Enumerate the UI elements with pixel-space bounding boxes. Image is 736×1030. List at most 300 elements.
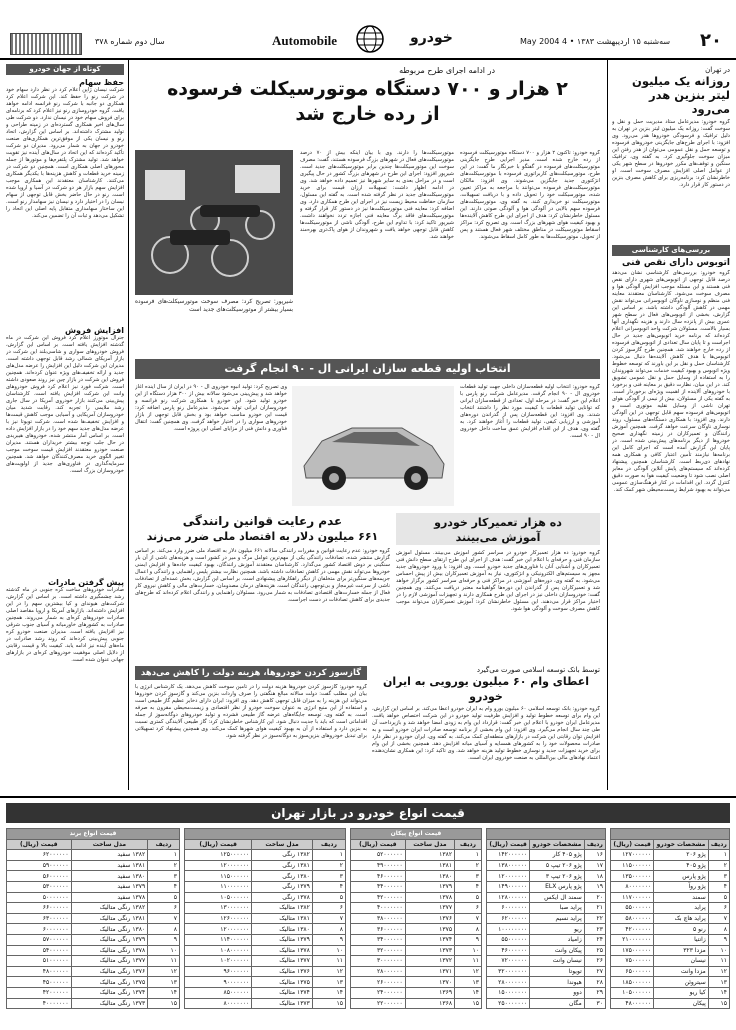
row-number: ۱۴ bbox=[455, 987, 482, 998]
row-label: ۱۳۸۲ سفید bbox=[71, 850, 148, 861]
row-price: ۴۰۰۰۰۰۰۰ bbox=[7, 998, 72, 1009]
left-item-3-title: پیش گرفتن مادرات bbox=[48, 578, 124, 587]
row-price: ۲۶۰۰۰۰۰۰ bbox=[351, 977, 406, 988]
row-price: ۵۱۰۰۰۰۰۰ bbox=[7, 956, 72, 967]
table-row bbox=[487, 934, 606, 945]
right-subhead: اتوبوس دارای نقص فنی bbox=[622, 258, 730, 268]
row-price: ۴۲۰۰۰۰۰۰ bbox=[611, 924, 654, 935]
row-price: ۵۲۰۰۰۰۰۰ bbox=[351, 850, 406, 861]
row-price: ۲۸۰۰۰۰۰۰۰ bbox=[487, 977, 530, 988]
row-label: تویوتا bbox=[530, 966, 585, 977]
table-row bbox=[611, 966, 730, 977]
table-row bbox=[487, 956, 606, 967]
table-row bbox=[611, 934, 730, 945]
main-headline-2: از رده خارج شد bbox=[295, 103, 440, 125]
story5-body: گروه خودرو: گازسوز کردن خودروها هزینه دولت را در تأمین سوخت کاهش می‌دهد. یک کارشناس انرژی با بیان این مطلب گفت: دولت سالانه مبالغ هنگفتی را صرف واردات بنزین می‌کند و گازسوز کردن خودروها می‌تواند این هزینه را به میزان قابل توجهی کاهش دهد. وی افزود: ایران دارای ذخایر عظیم گاز طبیعی است و استفاده از این منبع انرژی به عنوان سوخت خودرو از نظر اقتصادی و زیست‌محیطی مقرون به صرفه است. به گفته وی، توسعه جایگاه‌های عرضه گاز طبیعی فشرده و تولید خودروهای دوگانه‌سوز از جمله اقداماتی است که باید با جدیت دنبال شود. این کارشناس خاطرنشان کرد: گاز طبیعی آلایندگی کمتری نسبت به بنزین دارد و استفاده از آن به بهبود کیفیت هوای شهرها کمک می‌کند. وی همچنین پیشنهاد کرد تسهیلاتی برای تبدیل خودروهای بنزین‌سوز به دوگانه‌سوز در نظر گرفته شود. bbox=[135, 684, 367, 739]
row-label: ۱۳۷۹ متالیک bbox=[252, 934, 313, 945]
row-number: ۵ bbox=[455, 892, 482, 903]
table-row bbox=[185, 871, 346, 882]
table-row bbox=[351, 987, 482, 998]
row-price: ۵۸۰۰۰۰۰۰ bbox=[611, 913, 654, 924]
row-price: ۱۲۰۰۰۰۰۰۰ bbox=[487, 871, 530, 882]
row-label: ۱۳۸۲ رنگی bbox=[252, 850, 313, 861]
row-price: ۳۰۰۰۰۰۰۰ bbox=[351, 956, 406, 967]
table-row bbox=[7, 860, 180, 871]
row-number: ۲۰ bbox=[584, 892, 605, 903]
column-rule bbox=[128, 60, 129, 790]
row-number: ۶ bbox=[708, 903, 729, 914]
header-row: ردیف bbox=[455, 839, 482, 850]
table-row bbox=[351, 945, 482, 956]
row-price: ۴۶۰۰۰۰۰۰ bbox=[351, 871, 406, 882]
photo-caption-box bbox=[135, 298, 293, 350]
price-table-col1 bbox=[610, 828, 730, 1009]
globe-icon bbox=[355, 24, 385, 54]
table-row bbox=[185, 998, 346, 1009]
row-label: مزدا وانت bbox=[654, 966, 709, 977]
row-label: ۱۳۸۱ رنگی bbox=[252, 860, 313, 871]
row-label: ۱۳۷۹ رنگی bbox=[252, 881, 313, 892]
table-row bbox=[611, 913, 730, 924]
row-label: ۱۳۷۳ متالیک bbox=[252, 998, 313, 1009]
table-row bbox=[351, 903, 482, 914]
row-label: ۱۳۷۹ رنگی متالیک bbox=[71, 934, 148, 945]
table-row bbox=[611, 850, 730, 861]
row-number: ۱۳ bbox=[708, 977, 729, 988]
row-number: ۱۲ bbox=[148, 966, 180, 977]
row-number: ۳۰ bbox=[584, 998, 605, 1009]
row-price: ۱۴۲۰۰۰۰۰۰ bbox=[487, 850, 530, 861]
row-price: ۵۴۰۰۰۰۰۰ bbox=[7, 945, 72, 956]
row-price: ۶۵۰۰۰۰۰۰ bbox=[611, 966, 654, 977]
row-number: ۷ bbox=[148, 913, 180, 924]
row-label: ۱۳۸۰ رنگی bbox=[252, 871, 313, 882]
story2-body-2: وی تصریح کرد: تولید انبوه خودروی ال - ۹۰ در ایران از سال آینده آغاز خواهد شد و پیش‌بینی می‌شود سالانه بیش از ۳۰۰ هزار دستگاه از این خودرو تولید شود. این خودرو با همکاری شرکت رنو فرانسه و خودروسازان ایرانی تولید می‌شود. مدیرعامل رنو پارس اضافه کرد: قیمت این خودرو مناسب خواهد بود و بخش قابل توجهی از بازار خودروهای سواری را در اختیار خواهد گرفت. وی همچنین گفت: انتقال فناوری و دانش فنی از مزایای اصلی این پروژه است. bbox=[135, 384, 287, 432]
row-label: رنو ۵ bbox=[654, 924, 709, 935]
row-number: ۱۷ bbox=[584, 860, 605, 871]
row-price: ۱۴۹۰۰۰۰۰۰ bbox=[487, 881, 530, 892]
table-row bbox=[7, 892, 180, 903]
price-table-col5 bbox=[6, 828, 180, 1009]
row-number: ۲۵ bbox=[584, 945, 605, 956]
row-label: ۱۳۷۵ bbox=[405, 924, 454, 935]
issue-line: سال دوم شماره ۳۷۸ bbox=[95, 37, 165, 46]
row-label: ۱۳۷۴ bbox=[405, 934, 454, 945]
row-label: سیتروئن bbox=[654, 977, 709, 988]
table-row bbox=[185, 977, 346, 988]
header-spec: مدل ساخت bbox=[405, 839, 454, 850]
row-label: ۱۳۷۹ bbox=[405, 881, 454, 892]
story6-headline: اعطای وام ۶۰ میلیون یورویی به ایران خودرو bbox=[382, 675, 590, 703]
row-price: ۱۱۵۰۰۰۰۰۰ bbox=[185, 871, 252, 882]
story4 bbox=[396, 513, 600, 545]
header-row: ردیف bbox=[584, 839, 605, 850]
row-number: ۱۰ bbox=[455, 945, 482, 956]
row-label: ۱۳۶۸ bbox=[405, 998, 454, 1009]
row-price: ۹۶۰۰۰۰۰۰ bbox=[185, 966, 252, 977]
left-item-2-title: افزایش فروش bbox=[64, 326, 124, 335]
row-label: ۱۳۷۴ رنگی متالیک bbox=[71, 987, 148, 998]
row-number: ۹ bbox=[708, 934, 729, 945]
row-number: ۱۰ bbox=[148, 945, 180, 956]
row-price: ۱۰۵۰۰۰۰۰۰ bbox=[611, 987, 654, 998]
row-label: پژو ۲۰۶ تیپ ۳ bbox=[530, 871, 585, 882]
table-row bbox=[351, 934, 482, 945]
price-table-col2 bbox=[486, 828, 606, 1009]
row-label: ۱۳۷۸ سفید bbox=[71, 892, 148, 903]
row-price: ۶۶۰۰۰۰۰۰ bbox=[7, 903, 72, 914]
right-body-2: گروه خودرو: بررسی‌های کارشناسی نشان می‌دهد درصد قابل توجهی از اتوبوس‌های شهری دارای نقص فنی هستند و این مسئله موجب افزایش آلودگی هوا و مصرف سوخت می‌شود. کارشناسان معتقدند معاینه فنی منظم و نوسازی ناوگان اتوبوسرانی می‌تواند نقش مهمی در کاهش آلودگی داشته باشد. بر اساس این گزارش، بخشی از اتوبوس‌های فعال در سطح شهر عمری بیش از پانزده سال دارند و هزینه نگهداری آنها بسیار بالاست. مسئولان شرکت واحد اتوبوسرانی اعلام کرده‌اند که برنامه خرید اتوبوس‌های جدید در حال اجراست و تا پایان سال تعدادی از اتوبوس‌های فرسوده از رده خارج خواهند شد. همچنین طرح گازسوز کردن اتوبوس‌ها با هدف کاهش آلاینده‌ها دنبال می‌شود. کارشناسان حمل و نقل بر این باورند که توسعه خطوط ویژه اتوبوس و بهبود کیفیت خدمات می‌تواند شهروندان را به استفاده از وسایل حمل و نقل عمومی تشویق کند. در این میان، نظارت دقیق بر معاینه فنی و برخورد با خودروهای آلاینده از اهمیت ویژه‌ای برخوردار است. به گفته یکی از مسئولان، بیش از نیمی از آلودگی هوای تهران ناشی از وسایل نقلیه موتوری است و اتوبوس‌های فرسوده سهم قابل توجهی در این آلودگی دارند. وی افزود: با همکاری دستگاه‌های مسئول، روند نوسازی ناوگان سرعت خواهد گرفت. همچنین آموزش رانندگان و تعمیرکاران در زمینه نگهداری صحیح خودروها از دیگر برنامه‌های پیش‌بینی شده است. در پایان این گزارش آمده است که اجرای کامل این برنامه‌ها نیازمند تأمین اعتبار کافی و همکاری همه نهادهای ذی‌ربط است. کارشناسان همچنین پیشنهاد کرده‌اند که سیستم‌های پایش آنلاین آلودگی در معابر اصلی نصب شود تا وضعیت کیفیت هوا به صورت دقیق کنترل گردد. این اقدامات در کنار فرهنگ‌سازی عمومی می‌تواند به بهبود شرایط زیست‌محیطی شهر کمک کند. bbox=[612, 270, 730, 493]
row-label: پژو ۲۰۶ bbox=[654, 850, 709, 861]
story4-headline-2: آموزش می‌بینند bbox=[455, 531, 541, 544]
story3 bbox=[135, 513, 390, 663]
row-label: ۱۳۷۸ رنگی bbox=[252, 892, 313, 903]
row-number: ۱ bbox=[455, 850, 482, 861]
left-item-1-body: شرکت نیسان ژاپن اعلام کرد در نظر دارد سهام خود در شرکت رنو را حفظ کند. این شرکت اعلام کرد همکاری دو جانبه با شرکت رنو فرانسه ادامه خواهد یافت. گروه خودروسازی رنو نیز اعلام کرد که برنامه‌ای برای فروش سهام خود در نیسان ندارد. دو شرکت طی سال‌های اخیر همکاری گسترده‌ای در زمینه طراحی و تولید مشترک داشته‌اند. بر اساس این گزارش، اتحاد رنو و نیسان یکی از موفق‌ترین همکاری‌های صنعت خودرو در جهان به شمار می‌رود. مدیران دو شرکت تأکید کرده‌اند که این اتحاد در سال‌های آینده نیز تقویت خواهد شد. تولید مشترک پلتفرم‌ها و موتورها از جمله محورهای اصلی همکاری است. همچنین دو شرکت در زمینه خرید قطعات و کاهش هزینه‌ها با یکدیگر همکاری می‌کنند. کارشناسان معتقدند این همکاری موجب افزایش سهم بازار هر دو شرکت در آسیا و اروپا شده است. رنو در حال حاضر بخش قابل توجهی از سهام نیسان را در اختیار دارد و نیسان نیز سهامدار رنو است. این ساختار سهامداری متقابل پایه اصلی این اتحاد را تشکیل می‌دهد و ثبات آن را تضمین می‌کند. bbox=[6, 87, 124, 219]
price-table-title: قیمت انواع خودرو در بازار تهران bbox=[6, 803, 730, 823]
story3-body: گروه خودرو: عدم رعایت قوانین و مقررات رانندگی سالانه ۶۶۱ میلیون دلار به اقتصاد ملی ضرر وارد می‌کند. بر اساس گزارش منتشر شده، تصادفات رانندگی یکی از مهم‌ترین عوامل مرگ و میر در کشور است و هزینه‌های ناشی از آن بار سنگینی بر دوش اقتصاد کشور می‌گذارد. کارشناسان معتقدند آموزش رانندگان، بهبود کیفیت جاده‌ها و افزایش ایمنی خودروها می‌تواند نقش مهمی در کاهش تصادفات داشته باشد. همچنین نظارت بیشتر پلیس راهنمایی و رانندگی و اعمال جریمه‌های سنگین‌تر برای متخلفان از دیگر راهکارهای پیشنهادی است. بر اساس این گزارش، بخش عمده‌ای از تصادفات ناشی از سرعت غیرمجاز و بی‌توجهی رانندگان است. هزینه‌های درمان مصدومان، خسارت‌های مالی و کاهش نیروی کار فعال از جمله خسارت‌های اقتصادی تصادفات به شمار می‌رود. مسئولان راهنمایی و رانندگی اعلام کرده‌اند که طرح‌های جدیدی برای کاهش تصادفات در دست اجراست. bbox=[135, 548, 390, 603]
row-number: ۱ bbox=[312, 850, 345, 861]
row-price: ۱۲۷۰۰۰۰۰۰ bbox=[611, 850, 654, 861]
row-price: ۱۰۵۰۰۰۰۰۰ bbox=[185, 892, 252, 903]
row-price: ۲۲۰۰۰۰۰۰ bbox=[351, 998, 406, 1009]
row-label: ۱۳۷۶ bbox=[405, 913, 454, 924]
story3-headline-1: عدم رعایت قوانین رانندگی bbox=[182, 514, 343, 528]
row-price: ۳۸۰۰۰۰۰۰ bbox=[351, 913, 406, 924]
header-price: قیمت (ریال) bbox=[611, 839, 654, 850]
row-label: ۱۳۸۱ سفید bbox=[71, 860, 148, 871]
newspaper-logo bbox=[10, 33, 82, 55]
right-column-2 bbox=[612, 258, 730, 795]
header-row: ردیف bbox=[148, 839, 180, 850]
row-number: ۱ bbox=[148, 850, 180, 861]
row-number: ۹ bbox=[148, 934, 180, 945]
row-price: ۶۰۰۰۰۰۰۰ bbox=[487, 903, 530, 914]
right-body: گروه خودرو: مدیرعامل ستاد مدیریت حمل و نقل و سوخت گفت: روزانه یک میلیون لیتر بنزین در تهران به دلیل ترافیک و فرسودگی خودروها هدر می‌رود. وی افزود: با اجرای طرح‌های جایگزینی خودروهای فرسوده و توسعه حمل و نقل عمومی می‌توان از هدر رفتن این میزان سوخت جلوگیری کرد. به گفته وی، ترافیک سنگین و توقف‌های مکرر خودروها در سطح شهر یکی از عوامل اصلی افزایش مصرف سوخت است. او خاطرنشان کرد: برنامه‌ریزی برای کاهش مصرف بنزین در دستور کار قرار دارد. bbox=[612, 119, 730, 188]
row-label: ۱۳۸۲ bbox=[405, 850, 454, 861]
table-row bbox=[487, 850, 606, 861]
row-price: ۴۹۰۰۰۰۰۰ bbox=[351, 860, 406, 871]
row-label: سمند bbox=[654, 892, 709, 903]
row-number: ۱۱ bbox=[708, 956, 729, 967]
story2-body-1: گروه خودرو: انتخاب اولیه قطعه‌سازان داخلی جهت تولید قطعات خودروی ال - ۹۰ انجام گرفت. مدیرعامل شرکت رنو پارس با اعلام این خبر گفت: در مرحله اول، تعدادی از قطعه‌سازان ایرانی که توانایی تولید قطعات با کیفیت مورد نظر را داشتند انتخاب شدند. وی افزود: این قطعه‌سازان پس از گذراندن دوره‌های آموزشی و ارزیابی کیفی، تولید قطعات را آغاز خواهند کرد. به گفته وی، هدف از این اقدام افزایش عمق ساخت داخل خودروی ال - ۹۰ است. bbox=[460, 384, 600, 439]
row-number: ۳ bbox=[708, 871, 729, 882]
right-kicker: در تهران bbox=[705, 66, 730, 74]
section-en: Automobile bbox=[272, 33, 337, 48]
row-label: نیسان وانت bbox=[530, 956, 585, 967]
row-number: ۱۹ bbox=[584, 881, 605, 892]
row-price: ۷۵۰۰۰۰۰۰ bbox=[611, 956, 654, 967]
row-price: ۵۵۰۰۰۰۰۰ bbox=[611, 903, 654, 914]
table-row bbox=[487, 913, 606, 924]
row-price: ۲۸۰۰۰۰۰۰ bbox=[351, 966, 406, 977]
table-row bbox=[185, 924, 346, 935]
row-label: ۱۳۷۳ رنگی متالیک bbox=[71, 998, 148, 1009]
row-number: ۱۵ bbox=[455, 998, 482, 1009]
table-row bbox=[351, 892, 482, 903]
row-price: ۵۳۰۰۰۰۰۰ bbox=[7, 881, 72, 892]
row-number: ۲ bbox=[148, 860, 180, 871]
row-number: ۲۸ bbox=[584, 977, 605, 988]
row-price: ۸۰۰۰۰۰۰۰ bbox=[185, 998, 252, 1009]
row-price: ۱۳۸۰۰۰۰۰۰ bbox=[487, 860, 530, 871]
row-price: ۱۲۰۰۰۰۰۰۰ bbox=[185, 924, 252, 935]
row-number: ۸ bbox=[312, 924, 345, 935]
row-price: ۳۲۰۰۰۰۰۰ bbox=[351, 945, 406, 956]
table-row bbox=[185, 913, 346, 924]
table-row bbox=[7, 945, 180, 956]
table-top-rule bbox=[0, 796, 736, 798]
row-price: ۱۳۰۰۰۰۰۰۰ bbox=[185, 903, 252, 914]
left-column bbox=[6, 78, 124, 747]
row-price: ۴۲۰۰۰۰۰۰ bbox=[351, 892, 406, 903]
row-label: پژو ۲۰۶ تیپ ۵ bbox=[530, 860, 585, 871]
table-row bbox=[7, 850, 180, 861]
table-row bbox=[351, 924, 482, 935]
section-fa: خودرو bbox=[410, 30, 453, 46]
table-row bbox=[7, 924, 180, 935]
table-row bbox=[611, 903, 730, 914]
header-row: ردیف bbox=[312, 839, 345, 850]
table-row bbox=[185, 850, 346, 861]
table-row bbox=[185, 860, 346, 871]
table-row bbox=[185, 903, 346, 914]
row-label: زانتیا bbox=[654, 934, 709, 945]
row-number: ۴ bbox=[708, 881, 729, 892]
table-row bbox=[351, 881, 482, 892]
row-price: ۳۴۰۰۰۰۰۰ bbox=[351, 934, 406, 945]
table-row bbox=[611, 977, 730, 988]
table-row bbox=[611, 945, 730, 956]
row-label: ۱۳۸۰ متالیک bbox=[252, 924, 313, 935]
table-row bbox=[487, 860, 606, 871]
row-label: ۱۳۸۰ bbox=[405, 871, 454, 882]
row-price: ۲۱۰۰۰۰۰۰۰ bbox=[611, 934, 654, 945]
header-spec: مشخصات خودرو bbox=[654, 839, 709, 850]
main-kicker: در ادامه اجرای طرح مربوطه bbox=[399, 66, 495, 75]
row-label: دوو bbox=[530, 987, 585, 998]
row-price: ۴۸۰۰۰۰۰۰ bbox=[611, 998, 654, 1009]
row-number: ۹ bbox=[455, 934, 482, 945]
row-price: ۱۰۰۰۰۰۰۰۰ bbox=[487, 924, 530, 935]
table-row bbox=[487, 945, 606, 956]
table-row bbox=[611, 892, 730, 903]
row-label: ۱۳۷۴ متالیک bbox=[252, 987, 313, 998]
row-price: ۵۶۰۰۰۰۰۰ bbox=[7, 871, 72, 882]
story4-body: گروه خودرو: ده هزار تعمیرکار خودرو در سراسر کشور آموزش می‌بینند. مسئول آموزش سازمان فنی و حرفه‌ای با اعلام این خبر گفت: هدف از اجرای این طرح ارتقای سطح دانش فنی تعمیرکاران و آشنایی آنان با فناوری‌های جدید خودرو است. وی افزود: با ورود خودروهای جدید مجهز به سیستم‌های الکترونیکی و انژکتوری، نیاز به آموزش تعمیرکاران بیش از پیش احساس می‌شود. به گفته وی، دوره‌های آموزشی در مراکز فنی و حرفه‌ای سراسر کشور برگزار خواهد شد و تعمیرکاران پس از گذراندن این دوره‌ها گواهینامه معتبر دریافت می‌کنند. وی همچنین گفت: خودروسازان داخلی نیز در اجرای این طرح همکاری دارند و تجهیزات آموزشی لازم را در اختیار مراکز قرار می‌دهند. این مسئول خاطرنشان کرد: آموزش تعمیرکاران می‌تواند موجب کاهش مصرف سوخت و آلودگی هوا شود. bbox=[396, 550, 600, 612]
row-number: ۲۷ bbox=[584, 966, 605, 977]
table-row bbox=[611, 956, 730, 967]
table-row bbox=[351, 998, 482, 1009]
row-number: ۳ bbox=[455, 871, 482, 882]
row-price: ۱۱۴۰۰۰۰۰۰ bbox=[185, 934, 252, 945]
row-number: ۵ bbox=[312, 892, 345, 903]
row-price: ۱۰۲۰۰۰۰۰۰ bbox=[185, 956, 252, 967]
table-row bbox=[185, 956, 346, 967]
row-label: زامیاد bbox=[530, 934, 585, 945]
row-label: کیا ریو bbox=[654, 987, 709, 998]
motorcycle-photo bbox=[135, 150, 293, 295]
row-label: پراید نسیم bbox=[530, 913, 585, 924]
table-row bbox=[487, 977, 606, 988]
row-label: مگان bbox=[530, 998, 585, 1009]
story2-headline: انتخاب اولیه قطعه سازان ایرانی ال - ۹۰ انجام گرفت bbox=[135, 359, 600, 379]
row-price: ۸۰۰۰۰۰۰۰ bbox=[611, 881, 654, 892]
table-row bbox=[611, 924, 730, 935]
row-price: ۵۹۰۰۰۰۰۰ bbox=[7, 860, 72, 871]
row-label: ۱۳۷۶ متالیک bbox=[252, 966, 313, 977]
header-spec: مدل ساخت bbox=[252, 839, 313, 850]
row-number: ۶ bbox=[312, 903, 345, 914]
table-row bbox=[487, 871, 606, 882]
row-number: ۱۲ bbox=[455, 966, 482, 977]
table-row bbox=[7, 998, 180, 1009]
row-label: ۱۳۷۸ bbox=[405, 892, 454, 903]
right-banner: بررسی‌های کارشناسی bbox=[612, 245, 730, 256]
table-row bbox=[185, 945, 346, 956]
table-row bbox=[611, 987, 730, 998]
table-row bbox=[351, 977, 482, 988]
row-label: ۱۳۷۷ متالیک bbox=[252, 956, 313, 967]
row-number: ۵ bbox=[708, 892, 729, 903]
row-label: مزدا ۳۲۳ bbox=[654, 945, 709, 956]
row-number: ۱۴ bbox=[708, 987, 729, 998]
row-label: ۱۳۸۱ bbox=[405, 860, 454, 871]
table-group-title: قیمت انواع پیکان bbox=[351, 829, 482, 840]
right-column bbox=[612, 66, 730, 211]
row-price: ۶۲۰۰۰۰۰۰ bbox=[7, 850, 72, 861]
row-number: ۱۴ bbox=[312, 987, 345, 998]
row-number: ۳ bbox=[148, 871, 180, 882]
row-label: پژو ۴۰۵ کار bbox=[530, 850, 585, 861]
main-story bbox=[135, 66, 600, 127]
row-number: ۱۵ bbox=[312, 998, 345, 1009]
row-price: ۴۴۰۰۰۰۰۰ bbox=[351, 881, 406, 892]
table-row bbox=[611, 998, 730, 1009]
row-label: پژو پارس ELX bbox=[530, 881, 585, 892]
row-label: ریو bbox=[530, 924, 585, 935]
row-number: ۲۶ bbox=[584, 956, 605, 967]
row-label: پراید bbox=[654, 903, 709, 914]
row-price: ۱۲۵۰۰۰۰۰۰ bbox=[185, 850, 252, 861]
row-number: ۴ bbox=[148, 881, 180, 892]
table-row bbox=[7, 956, 180, 967]
row-number: ۱۶ bbox=[584, 850, 605, 861]
table-row bbox=[7, 881, 180, 892]
row-number: ۱۳ bbox=[148, 977, 180, 988]
table-row bbox=[185, 881, 346, 892]
header-price: قیمت (ریال) bbox=[7, 839, 72, 850]
row-number: ۱۳ bbox=[312, 977, 345, 988]
row-price: ۱۲۰۰۰۰۰۰۰ bbox=[185, 860, 252, 871]
row-label: ۱۳۷۸ متالیک bbox=[252, 945, 313, 956]
table-row bbox=[487, 881, 606, 892]
row-label: ۱۳۷۷ bbox=[405, 903, 454, 914]
row-label: ۱۳۷۷ رنگی متالیک bbox=[71, 956, 148, 967]
row-price: ۴۶۰۰۰۰۰۰ bbox=[487, 945, 530, 956]
row-label: ۱۳۷۹ سفید bbox=[71, 881, 148, 892]
table-row bbox=[185, 987, 346, 998]
row-number: ۱۰ bbox=[708, 945, 729, 956]
table-row bbox=[7, 977, 180, 988]
row-price: ۹۰۰۰۰۰۰۰ bbox=[185, 977, 252, 988]
row-number: ۲۳ bbox=[584, 924, 605, 935]
table-row bbox=[351, 850, 482, 861]
row-number: ۱۴ bbox=[148, 987, 180, 998]
row-number: ۶ bbox=[148, 903, 180, 914]
row-label: پژو پارس bbox=[654, 871, 709, 882]
header-spec: مدل ساخت bbox=[71, 839, 148, 850]
left-banner: کوتاه از جهان خودرو bbox=[6, 64, 124, 75]
row-price: ۸۵۰۰۰۰۰۰ bbox=[185, 987, 252, 998]
row-label: ۱۳۶۹ bbox=[405, 987, 454, 998]
column-rule bbox=[607, 60, 608, 790]
row-price: ۶۰۰۰۰۰۰۰ bbox=[7, 924, 72, 935]
row-price: ۱۸۵۰۰۰۰۰۰ bbox=[611, 977, 654, 988]
row-price: ۵۵۰۰۰۰۰۰ bbox=[487, 934, 530, 945]
row-number: ۸ bbox=[455, 924, 482, 935]
row-number: ۲۹ bbox=[584, 987, 605, 998]
table-row bbox=[7, 903, 180, 914]
table-row bbox=[7, 913, 180, 924]
row-number: ۱۱ bbox=[455, 956, 482, 967]
price-table-col3 bbox=[350, 828, 482, 1009]
page-header bbox=[0, 0, 736, 60]
row-price: ۱۲۸۰۰۰۰۰۰ bbox=[487, 892, 530, 903]
row-number: ۲ bbox=[455, 860, 482, 871]
row-number: ۳ bbox=[312, 871, 345, 882]
main-body-col-2: موتورسیکلت‌ها را دارند. وی با بیان اینکه بیش از ۷۰ درصد موتورسیکلت‌های فعال در شهرهای بزرگ فرسوده هستند، گفت: مصرف سوخت این موتورسیکلت‌ها چندین برابر موتورسیکلت‌های جدید است. شیرپور افزود: اجرای این طرح در شهرهای بزرگ کشور در حال پیگیری است و در مراحل بعدی به سایر شهرها نیز تعمیم داده خواهد شد. وی در ادامه اظهار داشت: تسهیلات ارزان قیمت برای خرید موتورسیکلت‌های جدید در نظر گرفته شده است. به گفته این مسئول، سازمان حفاظت محیط زیست نیز در اجرای این طرح همکاری دارد. وی اضافه کرد: معاینه فنی موتورسیکلت‌ها نیز در دستور کار قرار گرفته و موتورسیکلت‌های فاقد برگ معاینه فنی اجازه تردد نخواهند داشت. شیرپور تاکید کرد: با تداوم این طرح، آلودگی ناشی از موتورسیکلت‌ها کاهش قابل توجهی خواهد یافت و شهروندان از هوای پاک‌تری بهره‌مند خواهند شد. bbox=[300, 150, 454, 240]
story6-body: گروه خودرو: بانک توسعه اسلامی ۶۰ میلیون یورو وام به ایران خودرو اعطا می‌کند. بر اساس این گزارش، این وام برای توسعه خطوط تولید و افزایش ظرفیت تولید خودرو در این شرکت اختصاص خواهد یافت. مدیرعامل ایران خودرو با اعلام این خبر گفت: قرارداد این وام به زودی امضا خواهد شد و بازپرداخت آن طی چند سال انجام می‌گیرد. وی افزود: این وام بخشی از برنامه توسعه صادرات ایران خودرو است و به افزایش توان رقابتی این شرکت در بازارهای منطقه‌ای کمک می‌کند. به گفته وی، ایران خودرو در نظر دارد صادرات محصولات خود را به کشورهای همسایه و آسیای میانه افزایش دهد. همچنین بخشی از این وام برای خرید تجهیزات جدید و نوسازی خطوط تولید هزینه خواهد شد. وی تاکید کرد: این همکاری نشان‌دهنده اعتماد نهادهای مالی بین‌المللی به صنعت خودروی ایران است. bbox=[372, 706, 600, 761]
row-number: ۲۴ bbox=[584, 934, 605, 945]
row-price: ۳۲۰۰۰۰۰۰۰ bbox=[487, 966, 530, 977]
row-price: ۶۳۰۰۰۰۰۰ bbox=[7, 913, 72, 924]
row-label: پژو روآ bbox=[654, 881, 709, 892]
row-label: ۱۳۷۸ رنگی متالیک bbox=[71, 945, 148, 956]
row-label: ۱۳۷۵ متالیک bbox=[252, 977, 313, 988]
row-price: ۴۰۰۰۰۰۰۰ bbox=[351, 903, 406, 914]
main-headline-1: ۲ هزار و ۷۰۰ دستگاه موتورسیکلت فرسوده bbox=[167, 78, 568, 100]
row-label: هیوندا bbox=[530, 977, 585, 988]
row-number: ۲ bbox=[708, 860, 729, 871]
row-number: ۱۱ bbox=[312, 956, 345, 967]
row-number: ۴ bbox=[455, 881, 482, 892]
table-group-title: قیمت انواع برند bbox=[7, 829, 180, 840]
row-price: ۱۱۵۰۰۰۰۰۰ bbox=[611, 860, 654, 871]
row-price: ۴۲۰۰۰۰۰۰ bbox=[7, 987, 72, 998]
row-price: ۱۲۶۰۰۰۰۰۰ bbox=[185, 913, 252, 924]
table-row bbox=[611, 871, 730, 882]
row-label: ۱۳۷۰ bbox=[405, 977, 454, 988]
story5-headline: گازسوز کردن خودروها، هزینه دولت را کاهش می‌دهد bbox=[135, 666, 367, 680]
row-price: ۱۱۷۰۰۰۰۰۰ bbox=[611, 892, 654, 903]
table-row bbox=[351, 860, 482, 871]
row-number: ۷ bbox=[708, 913, 729, 924]
row-number: ۱۳ bbox=[455, 977, 482, 988]
table-row bbox=[487, 892, 606, 903]
table-row bbox=[185, 966, 346, 977]
row-label: ۱۳۸۱ رنگی متالیک bbox=[71, 913, 148, 924]
row-number: ۱۸ bbox=[584, 871, 605, 882]
table-group-spacer bbox=[185, 829, 346, 840]
table-group-spacer bbox=[611, 829, 730, 840]
table-row bbox=[7, 934, 180, 945]
date-line: سه‌شنبه ۱۵ اردیبهشت ۱۳۸۳ • 4 May 2004 bbox=[520, 37, 671, 46]
header-price: قیمت (ریال) bbox=[351, 839, 406, 850]
table-row bbox=[7, 987, 180, 998]
row-price: ۱۷۵۰۰۰۰۰۰ bbox=[611, 945, 654, 956]
row-label: ۱۳۸۰ سفید bbox=[71, 871, 148, 882]
